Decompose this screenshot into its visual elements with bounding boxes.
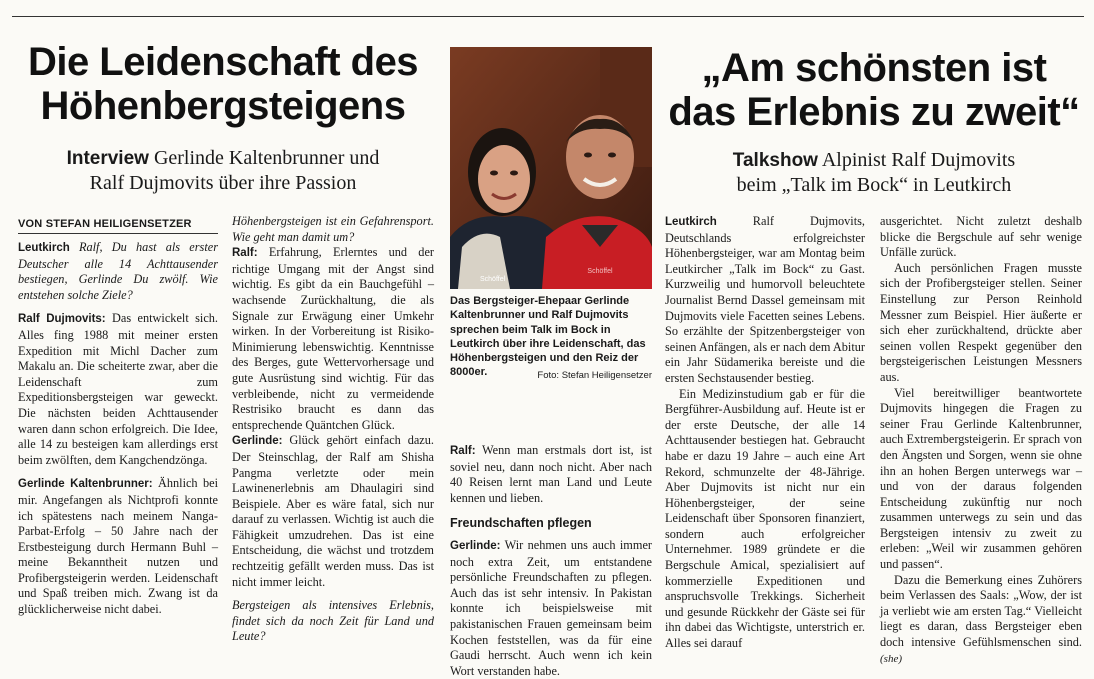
right-headline-line2: das Erlebnis zu zweit“: [668, 90, 1080, 134]
right-col1-p1: Ralf Dujmovits, Deutschlands erfolgreichster Höhenbergsteiger, war am Montag beim Leutkircher „Talk im Bock“ zu Gast. Kurzweilig und humorvoll beleuchtete Journalist Bernd Dassel gemeinsam mit Dujmovits viele Facetten seines Lebens. So erzählte der Spitzenbergsteiger von seinen Anfängen, als er nach dem Abitur ein Jahr Südamerika bereiste und die ersten Sechstausender bestieg.: [665, 214, 865, 385]
answer-gerlinde-1: Ähnlich bei mir. Angefangen als Nichtprofi konnte ich spätestens nach meinem Nanga-Parbat-Erfolg – 50 Jahre nach der Erstbesteigung durch Hermann Buhl – meine Bekanntheit nutzen und Profibergsteigerin werden. Leidenschaft und Spaß treiben mich. Zwang ist da glücklicherweise nicht dabei.: [18, 476, 218, 617]
right-col2-p2: Auch persönlichen Fragen musste sich der Profibergsteiger stellen. Seiner Einstellung zur Person Reinhold Messner zum Beispiel. Hier äußerte er sich eher zurückhaltend, drückte aber seinen vollen Respekt gegenüber den bergsteigerischen Leistungen Messners aus.: [880, 260, 1082, 384]
left-kicker: Interview: [66, 148, 149, 169]
left-column-1: [18, 240, 218, 618]
right-column-1: [665, 214, 865, 652]
speaker-gerlinde-2: Gerlinde:: [232, 435, 283, 448]
photo-logo-text: Schöffel: [480, 276, 506, 283]
right-col2-p4: Dazu die Bemerkung eines Zuhörers beim Verlassen des Saals: „Wow, der ist ja verliebt wie am ersten Tag.“ Vielleicht liegt es daran, dass Bergsteiger eben doch intensive Gefühlsmenschen sind.: [880, 572, 1082, 650]
left-subheadline: [14, 146, 432, 195]
answer-ralf-2: Erfahrung, Erlerntes und der richtige Umgang mit der Angst sind wichtig. Es gibt da ein Bauchgefühl – wachsende Zurückhaltung, die als Signale zur Erwägung einer Umkehr wirken. In der Vorbereitung ist Risiko-Minimierung lebenswichtig. Kenntnisse des Berges, gute Wettervorhersage und gute Ausrüstung sind wichtig. Für das verbleibende, nicht zu vermeidende Restrisiko braucht es dann das entsprechende Quäntchen Glück.: [232, 245, 434, 432]
signature: (she): [880, 652, 902, 665]
photo-logo-text-2: Schöffel: [587, 268, 613, 275]
right-subheadline: [662, 148, 1086, 197]
answer-ralf-1: Das entwickelt sich. Alles fing 1988 mit meiner ersten Expedition mit Michl Dacher zum Makalu an. Die scheiterte zwar, aber die Leidenschaft zum Expeditionsbergsteigen war geweckt. Die nächsten beiden Achttausender waren dann schon erfolgreich. Die Idee, alle 14 zu besteigen kam allerdings erst beim zwölften, dem Kangchendzönga.: [18, 311, 219, 467]
speaker-gerlinde-1: Gerlinde Kaltenbrunner:: [18, 478, 153, 491]
author-rule: [18, 233, 218, 234]
intro-place: Leutkirch: [18, 242, 70, 254]
photo-credit: Foto: Stefan Heiligensetzer: [537, 370, 652, 381]
right-subheadline-rest: Alpinist Ralf Dujmovits: [821, 149, 1016, 171]
left-headline-line2: Höhenbergsteigens: [40, 84, 406, 128]
left-subheadline-line2: Ralf Dujmovits über ihre Passion: [89, 172, 357, 194]
question-3: Bergsteigen als intensives Erlebnis, findet sich da noch Zeit für Land und Leute?: [232, 598, 434, 644]
left-column-3: [450, 443, 652, 679]
left-headline-line1: Die Leidenschaft des: [27, 40, 419, 84]
top-rule: [12, 16, 1084, 17]
answer-gerlinde-3: Wir nehmen uns auch immer noch extra Zeit, um entstandene persönliche Freundschaften zu pflegen. Auch das ist sehr intensiv. In Pakistan konnte ich beispielsweise mit pakistanischen Frauen gemeinsam beim Kochen feststellen, was da für eine Gaudi herrscht. Auch wenn ich kein Wort verstanden habe.: [450, 537, 652, 678]
right-col2-p3: Viel bereitwilliger beantwortete Dujmovits hingegen die Fragen zu seiner Frau Gerlinde Kaltenbrunner, auch Extrembergsteigerin. Er sprach von den Ängsten und Sorgen, wenn sie ohne ihn an hohen Bergen unterwegs war – und von der daraus folgenden Entscheidung zukünftig nur noch zusammen unterwegs zu sein und das Bergsteigen intensiv zu zweit zu erleben: „Weil wir zusammen gehören und passen“.: [880, 385, 1082, 572]
subhead-freundschaften: Freundschaften pflegen: [450, 516, 592, 531]
left-headline: [14, 40, 432, 128]
left-column-2: [232, 214, 434, 645]
right-column-2: [880, 214, 1082, 667]
speaker-ralf-2: Ralf:: [232, 247, 258, 260]
question-2: Höhenbergsteigen ist ein Gefahrensport. Wie geht man damit um?: [232, 214, 434, 244]
right-place: Leutkirch: [665, 216, 717, 228]
right-headline-line1: „Am schönsten ist: [701, 46, 1047, 90]
photo: [450, 47, 652, 289]
right-col1-p2: Ein Medizinstudium gab er für die Bergführer-Ausbildung auf. Heute ist er der erste Deutsche, der alle 14 Achttausender bestiegen hat. Gebraucht habe er dazu 19 Jahre – auch eine Art Rekord, schmunzelte der 48-Jährige. Aber Dujmovits ist nicht nur ein Höhenbergsteiger, der seine Leidenschaft über Sponsoren finanziert, sondern auch erfolgreicher Unternehmer. 1989 gründete er die Bergschule Amical, spezialisiert auf kommerzielle Expeditionen und anspruchsvolle Trekkings. Sicherheit und gesunde Rückkehr der Gäste sei für ihn dabei das Wichtigste, unterstrich er. Alles sei darauf: [665, 386, 865, 651]
intro-question: Ralf, Du hast als erster Deutscher alle 14 Achttausender bestiegen, Gerlinde Du zwölf. Wie entstehen solche Ziele?: [18, 240, 218, 302]
author-byline: VON STEFAN HEILIGENSETZER: [18, 218, 192, 230]
right-col2-p1: ausgerichtet. Nicht zuletzt deshalb blicke die Bergschule auf sehr wenige Unfälle zurück.: [880, 214, 1082, 260]
right-kicker: Talkshow: [732, 150, 818, 171]
left-subheadline-rest: Gerlinde Kaltenbrunner und: [153, 147, 380, 169]
speaker-ralf-1: Ralf Dujmovits:: [18, 313, 106, 326]
speaker-ralf-3: Ralf:: [450, 445, 476, 457]
speaker-gerlinde-3: Gerlinde:: [450, 539, 501, 552]
answer-gerlinde-2: Glück gehört einfach dazu. Der Steinschlag, der Ralf am Shisha Pangma verletzte oder mein Lawinenerlebnis am Dhaulagiri sind Beispiele. Aber es wäre fatal, sich nur darauf zu verlassen. Wichtig ist auch die Fähigkeit umzudrehen. Das ist eine Entscheidung, die wächst und trotzdem rechtzeitig gefällt werden muss. Das ist nicht immer leicht.: [232, 433, 434, 589]
right-subheadline-line2: beim „Talk im Bock“ in Leutkirch: [736, 174, 1012, 196]
answer-ralf-3: Wenn man erstmals dort ist, ist soviel neu, dann noch nicht. Aber nach 40 Reisen lernt man Land und Leute kennen und lieben.: [450, 443, 652, 505]
photo-caption: Das Bergsteiger-Ehepaar Gerlinde Kaltenbrunner und Ralf Dujmovits sprechen beim Talk im Bock in Leutkirch über ihre Leidenschaft, das Höhenbergsteigen und den Reiz der 8000er.: [450, 295, 646, 379]
right-headline: [662, 46, 1086, 134]
